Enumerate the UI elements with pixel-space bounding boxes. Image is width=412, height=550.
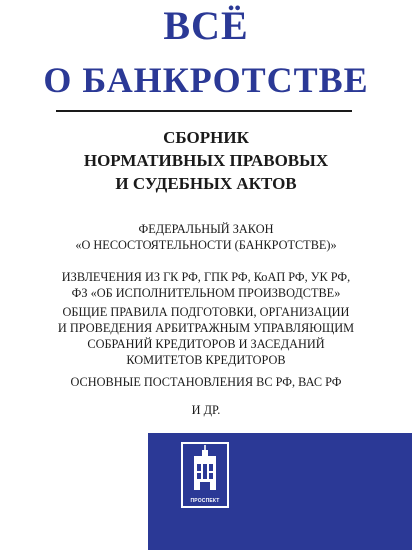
contents-line: И ДР. — [191, 403, 221, 417]
book-title-line-1: ВСЁ — [163, 3, 249, 48]
contents-line: ИЗВЛЕЧЕНИЯ ИЗ ГК РФ, ГПК РФ, КоАП РФ, УК РФ, — [61, 270, 351, 284]
title-divider — [56, 110, 352, 112]
contents-line: ОБЩИЕ ПРАВИЛА ПОДГОТОВКИ, ОРГАНИЗАЦИИ — [62, 305, 350, 319]
contents-line: КОМИТЕТОВ КРЕДИТОРОВ — [126, 353, 286, 367]
subtitle-line: СБОРНИК — [163, 128, 249, 147]
tower-emblem-icon — [183, 444, 227, 506]
contents-line: ОСНОВНЫЕ ПОСТАНОВЛЕНИЯ ВС РФ, ВАС РФ — [70, 375, 342, 389]
book-subtitle — [40, 126, 372, 195]
contents-item-general-rules — [30, 304, 382, 368]
contents-item-etc — [30, 402, 382, 418]
contents-line: «О НЕСОСТОЯТЕЛЬНОСТИ (БАНКРОТСТВЕ)» — [75, 238, 337, 252]
contents-item-resolutions — [30, 374, 382, 390]
contents-line: И ПРОВЕДЕНИЯ АРБИТРАЖНЫМ УПРАВЛЯЮЩИМ — [57, 321, 355, 335]
contents-item-extracts — [30, 269, 382, 301]
contents-line: ФЕДЕРАЛЬНЫЙ ЗАКОН — [138, 222, 274, 236]
publisher-name: ПРОСПЕКТ — [190, 498, 220, 504]
subtitle-line: НОРМАТИВНЫХ ПРАВОВЫХ — [83, 151, 329, 170]
publisher-logo — [181, 442, 229, 508]
contents-line: СОБРАНИЙ КРЕДИТОРОВ И ЗАСЕДАНИЙ — [87, 337, 325, 351]
subtitle-line: И СУДЕБНЫХ АКТОВ — [115, 174, 297, 193]
contents-line: ФЗ «ОБ ИСПОЛНИТЕЛЬНОМ ПРОИЗВОДСТВЕ» — [71, 286, 341, 300]
book-title-line-2: О БАНКРОТСТВЕ — [43, 60, 369, 100]
contents-item-federal-law — [30, 221, 382, 253]
